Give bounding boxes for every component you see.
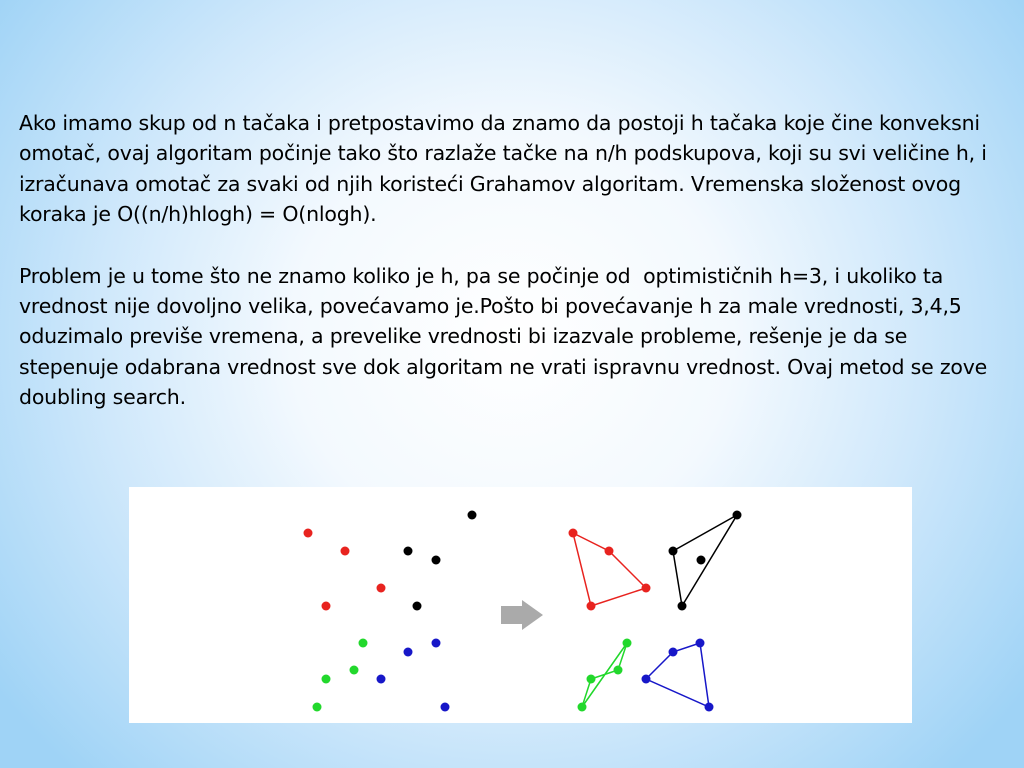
blue-point	[377, 675, 386, 684]
green-point	[359, 639, 368, 648]
red-point	[341, 547, 350, 556]
green-point	[322, 675, 331, 684]
red-point	[322, 602, 331, 611]
red-subset-hull	[569, 529, 651, 611]
convex-hull-figure	[129, 487, 912, 723]
black-point	[404, 547, 413, 556]
input-point-set	[304, 511, 477, 712]
blue-point	[404, 648, 413, 657]
red-point	[304, 529, 313, 538]
blue-subset-hull	[642, 639, 714, 712]
convex-hull-diagram	[129, 487, 912, 723]
green-point	[350, 666, 359, 675]
red-point	[377, 584, 386, 593]
black-point	[413, 602, 422, 611]
black-point	[468, 511, 477, 520]
green-point	[313, 703, 322, 712]
paragraph-2: Problem je u tome što ne znamo koliko je h, pa se počinje od optimističnih h=3, i ukoliko ta vrednost nije dovoljno velika, povećavamo je.Pošto bi povećavanje h za male vrednosti, 3,4,5 oduzimalo previše vremena, a prevelike vrednosti bi izazvale probleme, rešenje je da se stepenuje odabrana vrednost sve dok algoritam ne vrati ispravnu vrednost. Ovaj metod se zove doubling search.	[19, 263, 994, 410]
black-point	[432, 556, 441, 565]
black-subset-hull	[669, 511, 742, 611]
paragraph-1: Ako imamo skup od n tačaka i pretpostavimo da znamo da postoji h tačaka koje čine konveksni omotač, ovaj algoritam počinje tako što razlaže tačke na n/h podskupova, koji su svi veličine h, i izračunava omotač za svaki od njih koristeći Grahamov algoritam. Vremenska složenost ovog koraka je O((n/h)hlogh) = O(nlogh).	[19, 111, 994, 227]
blue-point	[441, 703, 450, 712]
slide-body-text	[19, 108, 1009, 413]
blue-point	[432, 639, 441, 648]
arrow-icon	[501, 600, 543, 630]
green-subset-hull	[578, 639, 632, 712]
